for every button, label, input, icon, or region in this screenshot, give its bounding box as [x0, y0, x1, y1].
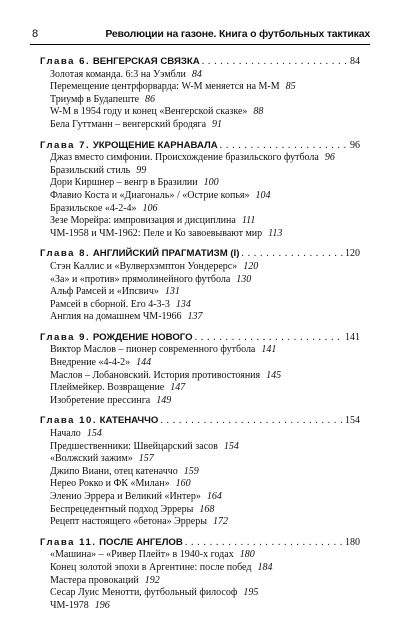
leader-dots [241, 248, 343, 261]
toc-entry[interactable] [50, 491, 360, 504]
entry-title: Маслов – Лобановский. История противостояния [50, 369, 261, 381]
entry-title: Беспрецедентный подход Эрреры [50, 503, 194, 515]
entry-page-number: 154 [86, 428, 102, 440]
toc-entry[interactable] [50, 504, 360, 517]
toc-entry[interactable] [50, 395, 360, 408]
entry-title: Джипо Виани, отец катеначчо [50, 465, 178, 477]
toc-entry[interactable] [50, 600, 360, 613]
entry-title: «Волжский зажим» [50, 453, 133, 465]
entry-title: Мастера провокаций [50, 574, 139, 586]
chapter-label: Глава 7. [40, 139, 91, 151]
entry-page-number: 137 [187, 311, 203, 323]
leader-dots [202, 56, 348, 69]
leader-dots [195, 332, 343, 345]
toc-chapter [40, 537, 360, 613]
entry-title: Эленио Эррера и Великий «Интер» [50, 491, 201, 502]
chapter-title [40, 415, 158, 428]
toc-entry[interactable] [50, 311, 360, 324]
toc-entry[interactable] [50, 81, 360, 94]
entry-title: W-M в 1954 году и конец «Венгерской сказке» [50, 106, 248, 118]
entry-title: «Машина» – «Ривер Плейт» в 1940-х годах [50, 549, 234, 561]
chapter-heading[interactable] [40, 537, 360, 550]
chapter-title [40, 56, 200, 69]
chapter-label: Глава 6. [40, 56, 91, 67]
entry-page-number: 157 [138, 453, 154, 465]
toc-entry[interactable] [50, 165, 360, 178]
entry-page-number: 134 [175, 298, 191, 310]
toc-entry[interactable] [50, 190, 360, 203]
toc-entry[interactable] [50, 299, 360, 312]
section-list [40, 428, 360, 529]
toc-entry[interactable] [50, 344, 360, 357]
chapter-name: РОЖДЕНИЕ НОВОГО [92, 331, 193, 343]
chapter-heading[interactable] [40, 56, 360, 69]
leader-dots [220, 140, 348, 153]
toc-entry[interactable] [50, 382, 360, 395]
chapter-page-number: 154 [345, 415, 360, 427]
entry-page-number: 100 [203, 177, 219, 189]
chapter-label: Глава 8. [40, 248, 91, 260]
entry-page-number: 160 [175, 478, 191, 490]
entry-title: Плеймейкер. Возвращение [50, 382, 165, 394]
entry-title: Перемещение центрфорварда: W-M меняется на M-M [50, 81, 280, 93]
entry-title: Рецепт настоящего «бетона» Эрреры [50, 516, 207, 528]
entry-title: ЧМ-1958 и ЧМ-1962: Пеле и Ко завоевывают мир [50, 227, 263, 239]
chapter-heading[interactable] [40, 415, 360, 428]
toc-entry[interactable] [50, 516, 360, 529]
chapter-page-number: 141 [345, 331, 360, 343]
entry-title: Зезе Морейра: импровизация и дисциплина [50, 215, 236, 227]
entry-page-number: 141 [261, 344, 277, 356]
toc-entry[interactable] [50, 203, 360, 216]
chapter-title [40, 140, 218, 153]
section-list [40, 261, 360, 324]
chapter-name: АНГЛИЙСКИЙ ПРАГМАТИЗМ (I) [92, 248, 240, 260]
entry-page-number: 106 [142, 202, 158, 214]
entry-page-number: 99 [136, 164, 147, 176]
entry-page-number: 195 [243, 587, 259, 599]
entry-page-number: 144 [136, 357, 152, 369]
entry-page-number: 130 [236, 273, 252, 285]
toc-entry[interactable] [50, 261, 360, 274]
entry-title: Триумф в Будапеште [50, 93, 140, 105]
chapter-heading[interactable] [40, 332, 360, 345]
entry-page-number: 164 [206, 491, 222, 502]
entry-title: Изобретение прессинга [50, 394, 151, 406]
toc-chapter [40, 248, 360, 324]
entry-title: Англия на домашнем ЧМ-1966 [50, 311, 182, 323]
chapter-heading[interactable] [40, 140, 360, 153]
toc-chapter [40, 140, 360, 241]
toc-chapter [40, 332, 360, 408]
entry-page-number: 172 [212, 516, 228, 528]
toc-entry[interactable] [50, 215, 360, 228]
chapter-name: ПОСЛЕ АНГЕЛОВ [99, 536, 183, 548]
toc-entry[interactable] [50, 575, 360, 588]
entry-title: Стэн Каллис и «Вулверхэмптон Уондерерс» [50, 260, 238, 272]
leader-dots [160, 415, 343, 428]
running-header [30, 28, 370, 44]
header-rule [30, 44, 370, 45]
toc-entry[interactable] [50, 441, 360, 454]
chapter-page-number: 180 [345, 536, 360, 548]
toc-entry[interactable] [50, 478, 360, 491]
chapter-name: КАТЕНАЧЧО [99, 415, 159, 427]
toc-entry[interactable] [50, 119, 360, 132]
entry-title: «За» и «против» прямолинейного футбола [50, 273, 231, 285]
chapter-label: Глава 10. [40, 415, 97, 427]
entry-title: Флавио Коста и «Диагональ» / «Острие копья» [50, 189, 250, 201]
entry-page-number: 84 [191, 68, 202, 80]
entry-title: Сесар Луис Менотти, футбольный философ [50, 587, 238, 599]
table-of-contents [40, 56, 360, 620]
chapter-name: УКРОЩЕНИЕ КАРНАВАЛА [92, 139, 218, 151]
toc-entry[interactable] [50, 106, 360, 119]
entry-title: ЧМ-1978 [50, 599, 89, 611]
entry-title: Внедрение «4-4-2» [50, 357, 131, 369]
entry-page-number: 88 [253, 106, 264, 118]
toc-chapter [40, 56, 360, 132]
entry-title: Нерео Рокко и ФК «Милан» [50, 478, 170, 490]
chapter-title [40, 248, 239, 261]
section-list [40, 152, 360, 240]
entry-page-number: 131 [164, 286, 180, 298]
toc-entry[interactable] [50, 587, 360, 600]
toc-entry[interactable] [50, 228, 360, 241]
entry-page-number: 111 [241, 215, 256, 227]
section-list [40, 69, 360, 132]
chapter-label: Глава 11. [40, 536, 97, 548]
chapter-page-number: 96 [350, 139, 360, 151]
chapter-page-number: 84 [350, 56, 360, 67]
entry-title: Виктор Маслов – пионер современного футбола [50, 344, 256, 356]
chapter-page-number: 120 [345, 248, 360, 260]
toc-entry[interactable] [50, 549, 360, 562]
entry-page-number: 184 [257, 561, 273, 573]
chapter-heading[interactable] [40, 248, 360, 261]
entry-title: Альф Рамсей и «Ипсвич» [50, 286, 159, 298]
section-list [40, 344, 360, 407]
entry-page-number: 159 [183, 465, 199, 477]
chapter-title [40, 537, 183, 550]
leader-dots [185, 537, 343, 550]
entry-title: Бразильский стиль [50, 164, 131, 176]
toc-entry[interactable] [50, 370, 360, 383]
toc-entry[interactable] [50, 357, 360, 370]
entry-page-number: 147 [170, 382, 186, 394]
entry-page-number: 85 [285, 81, 296, 93]
section-list [40, 549, 360, 612]
entry-title: Предшественники: Швейцарский засов [50, 440, 218, 452]
entry-page-number: 168 [199, 503, 215, 515]
toc-entry[interactable] [50, 453, 360, 466]
chapter-title [40, 332, 193, 345]
entry-title: Рамсей в сборной. Его 4-3-3 [50, 298, 170, 310]
entry-page-number: 196 [94, 599, 110, 611]
entry-title: Золотая команда. 6:3 на Уэмбли [50, 68, 186, 80]
entry-page-number: 192 [144, 574, 160, 586]
entry-title: Джаз вместо симфонии. Происхождение бразильского футбола [50, 152, 319, 164]
entry-page-number: 180 [239, 549, 255, 561]
entry-page-number: 149 [156, 394, 172, 406]
entry-page-number: 91 [212, 118, 223, 130]
entry-page-number: 154 [223, 440, 239, 452]
toc-entry[interactable] [50, 274, 360, 287]
toc-entry[interactable] [50, 428, 360, 441]
entry-page-number: 113 [268, 227, 283, 239]
entry-title: Конец золотой эпохи в Аргентине: после побед [50, 561, 252, 573]
entry-page-number: 120 [243, 260, 259, 272]
toc-entry[interactable] [50, 94, 360, 107]
toc-entry[interactable] [50, 177, 360, 190]
toc-entry[interactable] [50, 562, 360, 575]
toc-entry[interactable] [50, 466, 360, 479]
toc-entry[interactable] [50, 69, 360, 82]
running-title: Революции на газоне. Книга о футбольных тактиках [105, 28, 370, 40]
entry-title: Дори Киршнер – венгр в Бразилии [50, 177, 198, 189]
page-number: 8 [32, 28, 39, 40]
entry-page-number: 86 [145, 93, 156, 105]
toc-chapter [40, 415, 360, 528]
entry-page-number: 96 [324, 152, 335, 164]
entry-title: Бела Гуттманн – венгерский бродяга [50, 118, 207, 130]
toc-entry[interactable] [50, 286, 360, 299]
entry-title: Бразильское «4-2-4» [50, 202, 137, 214]
chapter-name: ВЕНГЕРСКАЯ СВЯЗКА [92, 56, 200, 67]
toc-entry[interactable] [50, 152, 360, 165]
chapter-label: Глава 9. [40, 331, 91, 343]
entry-title: Начало [50, 428, 81, 440]
entry-page-number: 145 [266, 369, 282, 381]
entry-page-number: 104 [255, 189, 271, 201]
